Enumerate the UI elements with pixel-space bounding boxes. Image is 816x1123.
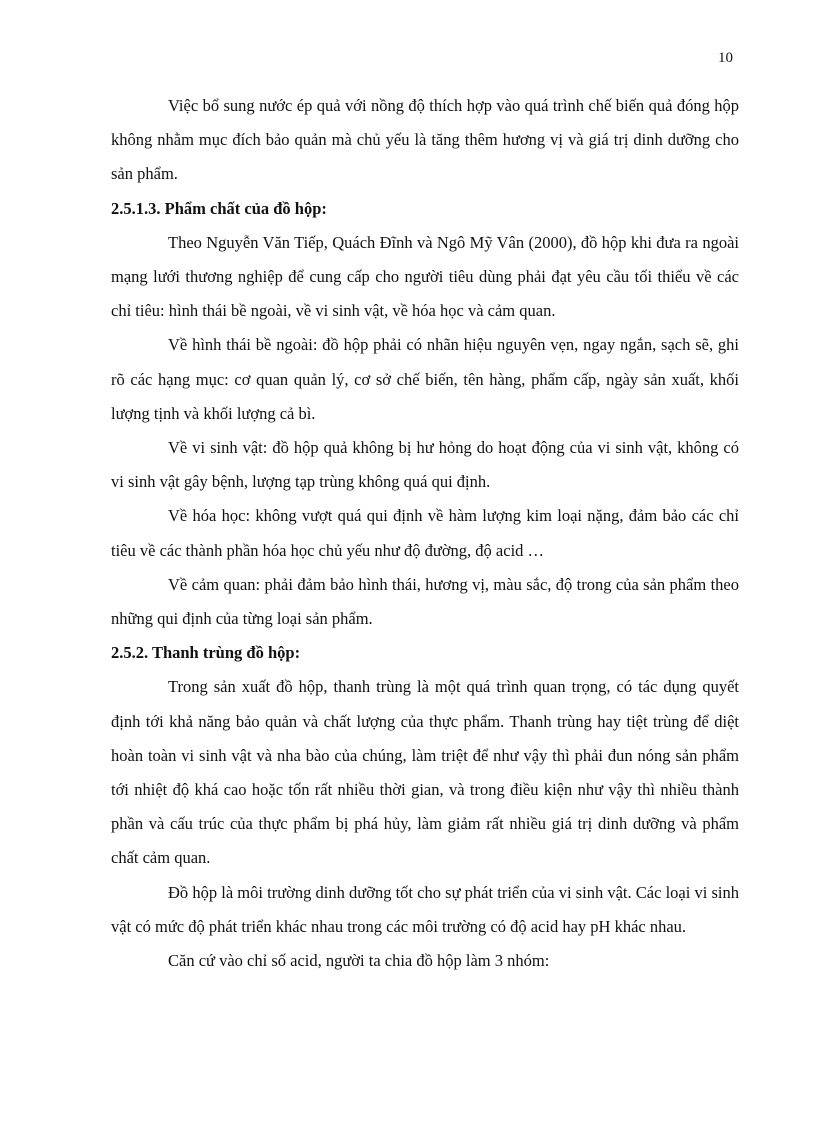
document-body bbox=[111, 89, 739, 978]
paragraph-quality-intro: Theo Nguyễn Văn Tiếp, Quách Đĩnh và Ngô Mỹ Vân (2000), đồ hộp khi đưa ra ngoài mạng lưới thương nghiệp để cung cấp cho người tiêu dùng phải đạt yêu cầu tối thiểu về các chỉ tiêu: hình thái bề ngoài, về vi sinh vật, về hóa học và cảm quan. bbox=[111, 232, 739, 321]
heading-sterilization: 2.5.2. Thanh trùng đồ hộp: bbox=[111, 643, 301, 663]
paragraph-sterilization-importance: Trong sản xuất đồ hộp, thanh trùng là một quá trình quan trọng, có tác dụng quyết định tới khả năng bảo quản và chất lượng của thực phẩm. Thanh trùng hay tiệt trùng để diệt hoàn toàn vi sinh vật và nha bào của chúng, làm triệt để như vậy thì phải đun nóng sản phẩm tới nhiệt độ khá cao hoặc tốn rất nhiều thời gian, và trong điều kiện như vậy thì nhiều thành phần và cấu trúc của thực phẩm bị phá hủy, làm giảm rất nhiều giá trị dinh dưỡng và phẩm chất cảm quan. bbox=[111, 677, 739, 868]
heading-canned-quality: 2.5.1.3. Phẩm chất của đồ hộp: bbox=[111, 198, 327, 218]
paragraph-appearance: Về hình thái bề ngoài: đồ hộp phải có nhãn hiệu nguyên vẹn, ngay ngắn, sạch sẽ, ghi rõ các hạng mục: cơ quan quản lý, cơ sở chế biến, tên hàng, phẩm cấp, ngày sản xuất, khối lượng tịnh và khối lượng cả bì. bbox=[111, 335, 739, 423]
paragraph-chemistry: Về hóa học: không vượt quá qui định về hàm lượng kim loại nặng, đảm bảo các chỉ tiêu về các thành phần hóa học chủ yếu như độ đường, độ acid … bbox=[111, 506, 739, 560]
paragraph-nutrient-medium: Đồ hộp là môi trường dinh dưỡng tốt cho sự phát triển của vi sinh vật. Các loại vi sinh vật có mức độ phát triển khác nhau trong các môi trường có độ acid hay pH khác nhau. bbox=[111, 882, 739, 936]
paragraph-sensory: Về cảm quan: phải đảm bảo hình thái, hương vị, màu sắc, độ trong của sản phẩm theo những qui định của từng loại sản phẩm. bbox=[111, 574, 739, 629]
paragraph-fruit-juice: Việc bổ sung nước ép quả với nồng độ thích hợp vào quá trình chế biến quả đóng hộp không nhằm mục đích bảo quản mà chủ yếu là tăng thêm hương vị và giá trị dinh dưỡng cho sản phẩm. bbox=[111, 96, 739, 184]
paragraph-acid-groups: Căn cứ vào chỉ số acid, người ta chia đồ hộp làm 3 nhóm: bbox=[168, 951, 550, 971]
paragraph-microbiology: Về vi sinh vật: đồ hộp quả không bị hư hỏng do hoạt động của vi sinh vật, không có vi sinh vật gây bệnh, lượng tạp trùng không quá qui định. bbox=[111, 438, 739, 492]
page-number: 10 bbox=[718, 50, 733, 66]
